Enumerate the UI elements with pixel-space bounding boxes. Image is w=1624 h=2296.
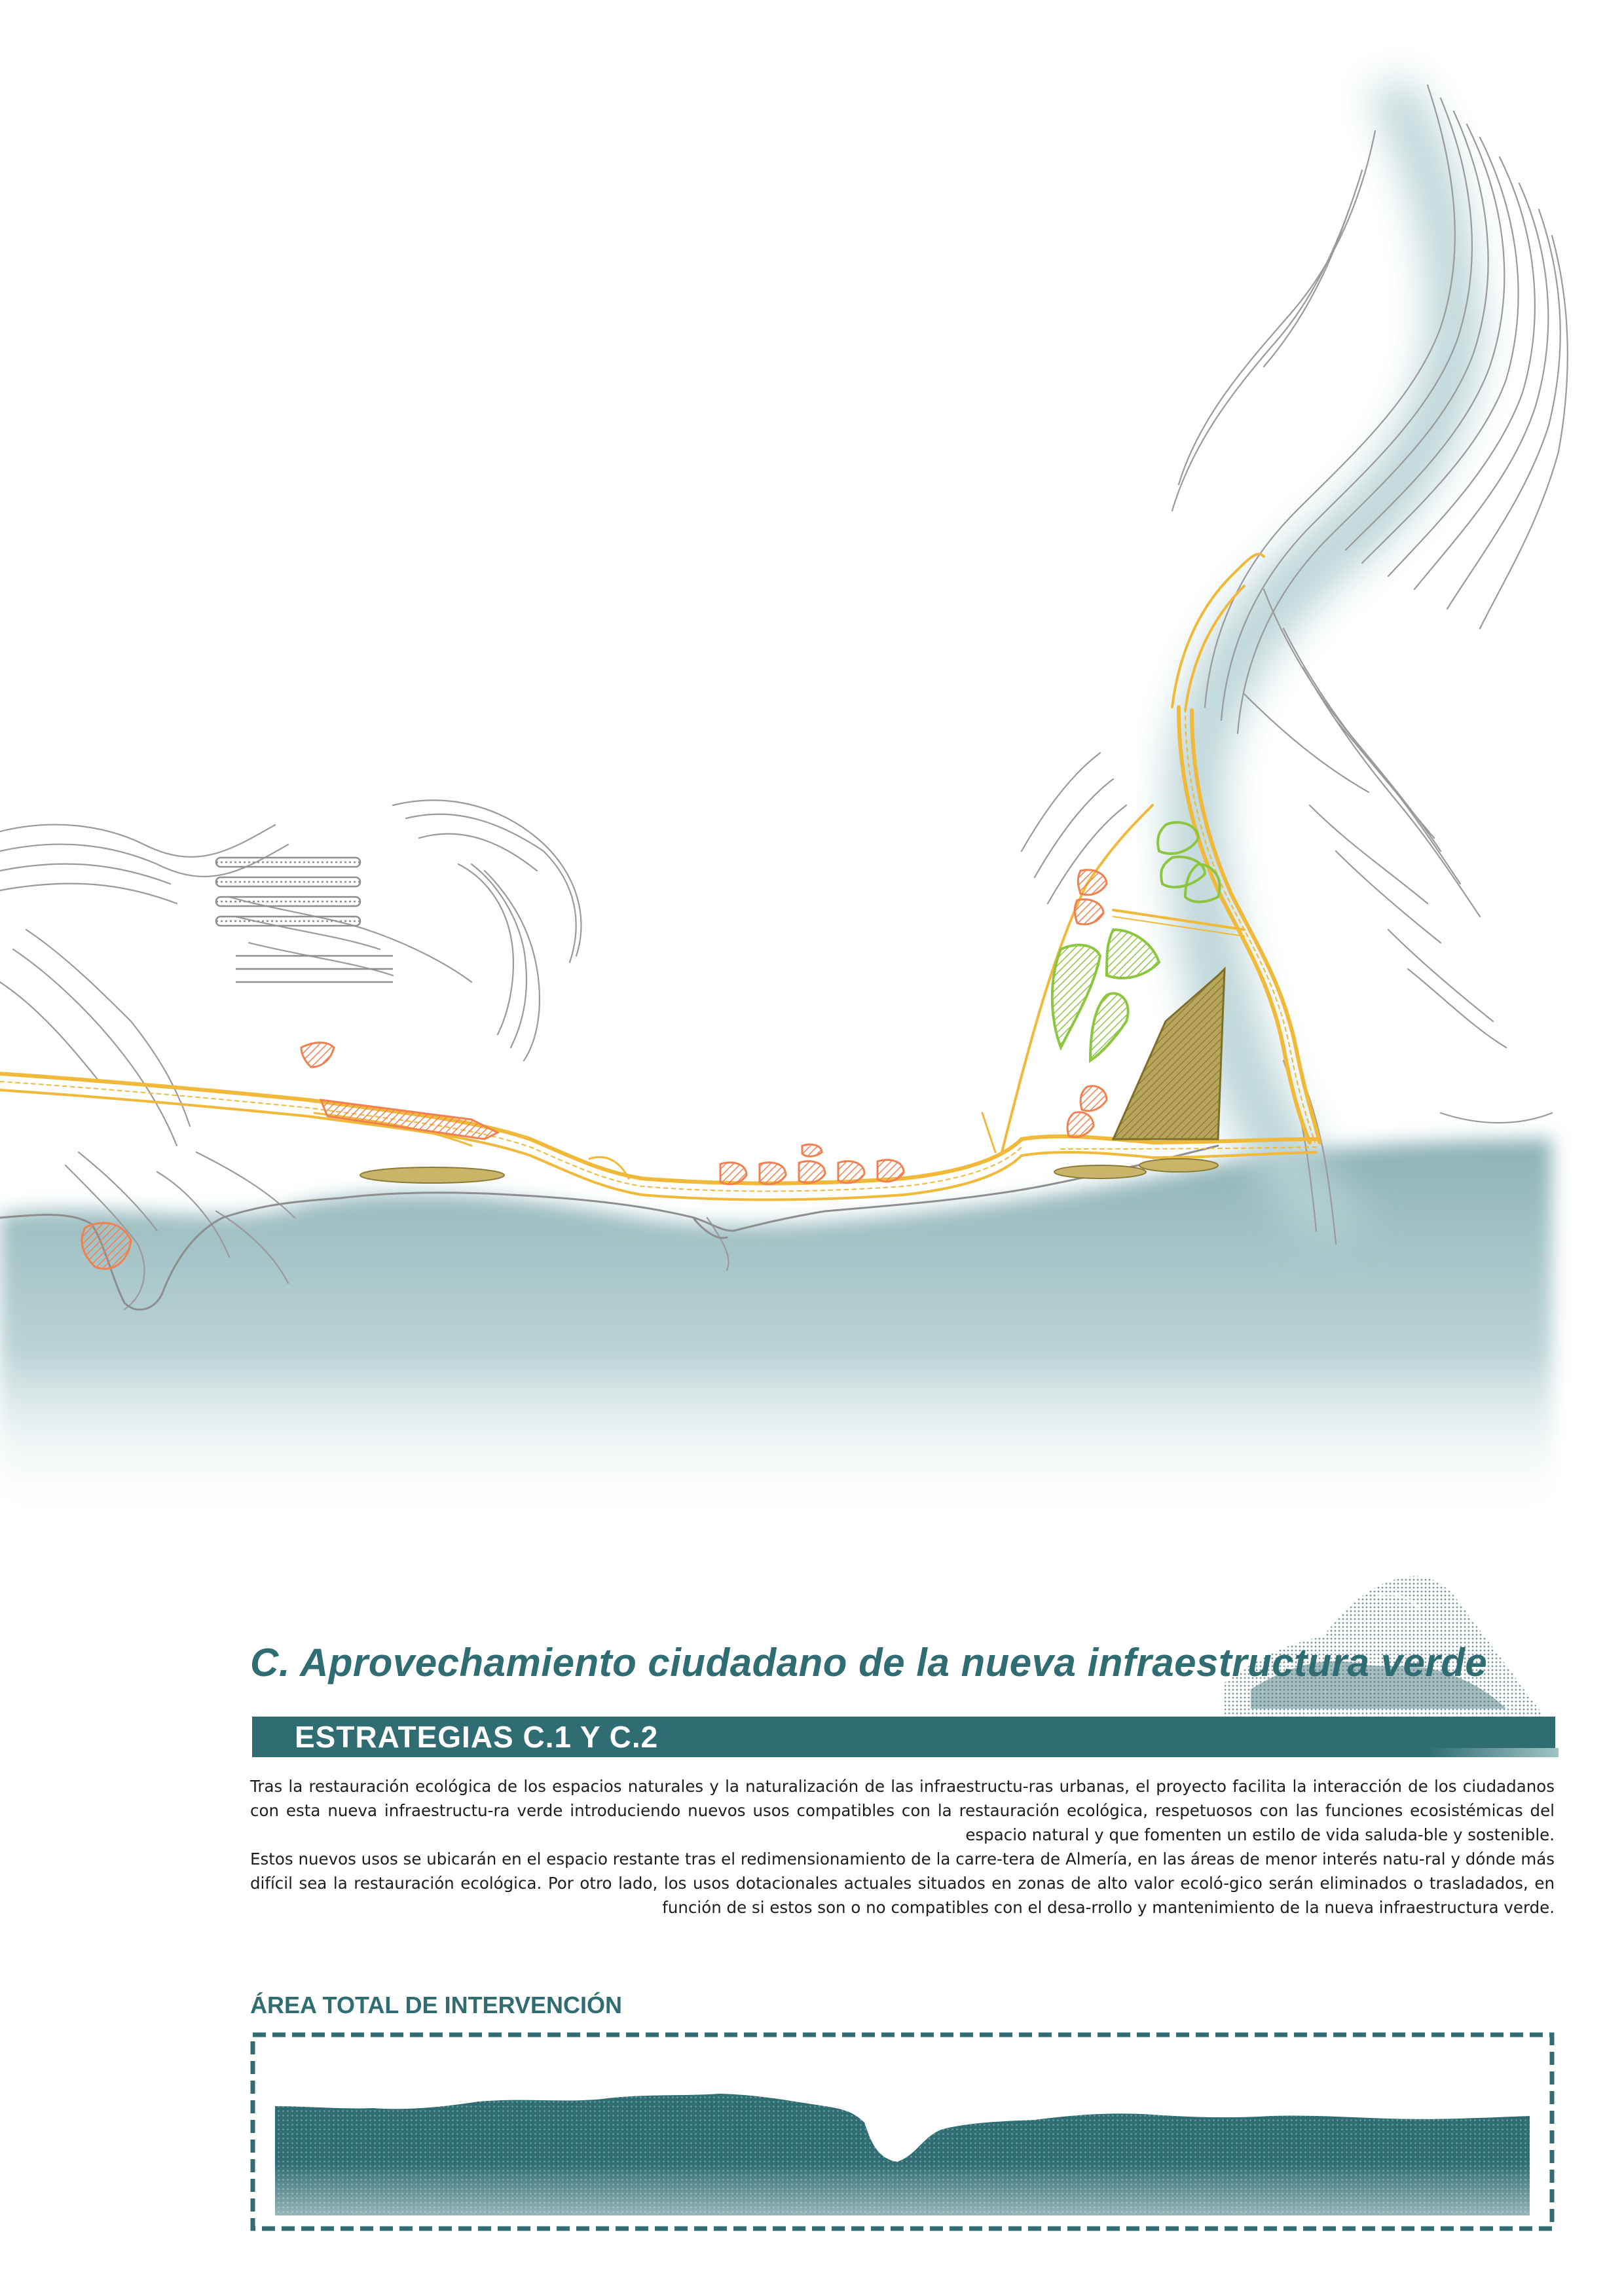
description-text: [250, 1774, 1555, 1920]
band-tail: [1428, 1748, 1559, 1757]
description-paragraph-2: Estos nuevos usos se ubicarán en el espacio restante tras el redimensionamiento de la carre-tera de Almería, en las áreas de menor interés natu-ral y dónde más difícil sea la restauración ecológica. Por otro lado, los usos dotacionales actuales situados en zonas de alto valor ecoló-gico serán eliminados o trasladados, en función de si estos son o no compatibles con el desa-rrollo y mantenimiento de la nueva infraestructura verde.: [250, 1850, 1555, 1917]
strategies-label: ESTRATEGIAS C.1 Y C.2: [295, 1720, 659, 1754]
port-piers: [216, 858, 393, 982]
olive-zone: [1113, 969, 1225, 1139]
description-paragraph-1: Tras la restauración ecológica de los espacios naturales y la naturalización de las infraestructu-ras urbanas, el proyecto facilita la interacción de los ciudadanos con esta nueva infraestructu-ra verde introduciendo nuevos usos compatibles con la restauración ecológica, respetuosos con las funciones ecosistémicas del espacio natural y que fomenten un estilo de vida saluda-ble y sostenible.: [250, 1777, 1555, 1844]
area-heading: ÁREA TOTAL DE INTERVENCIÓN: [250, 1992, 623, 2018]
section-title: C. Aprovechamiento ciudadano de la nueva infraestructura verde: [250, 1641, 1488, 1685]
beach-strips: [360, 1159, 1218, 1183]
intervention-area-diagram: [249, 2031, 1556, 2232]
